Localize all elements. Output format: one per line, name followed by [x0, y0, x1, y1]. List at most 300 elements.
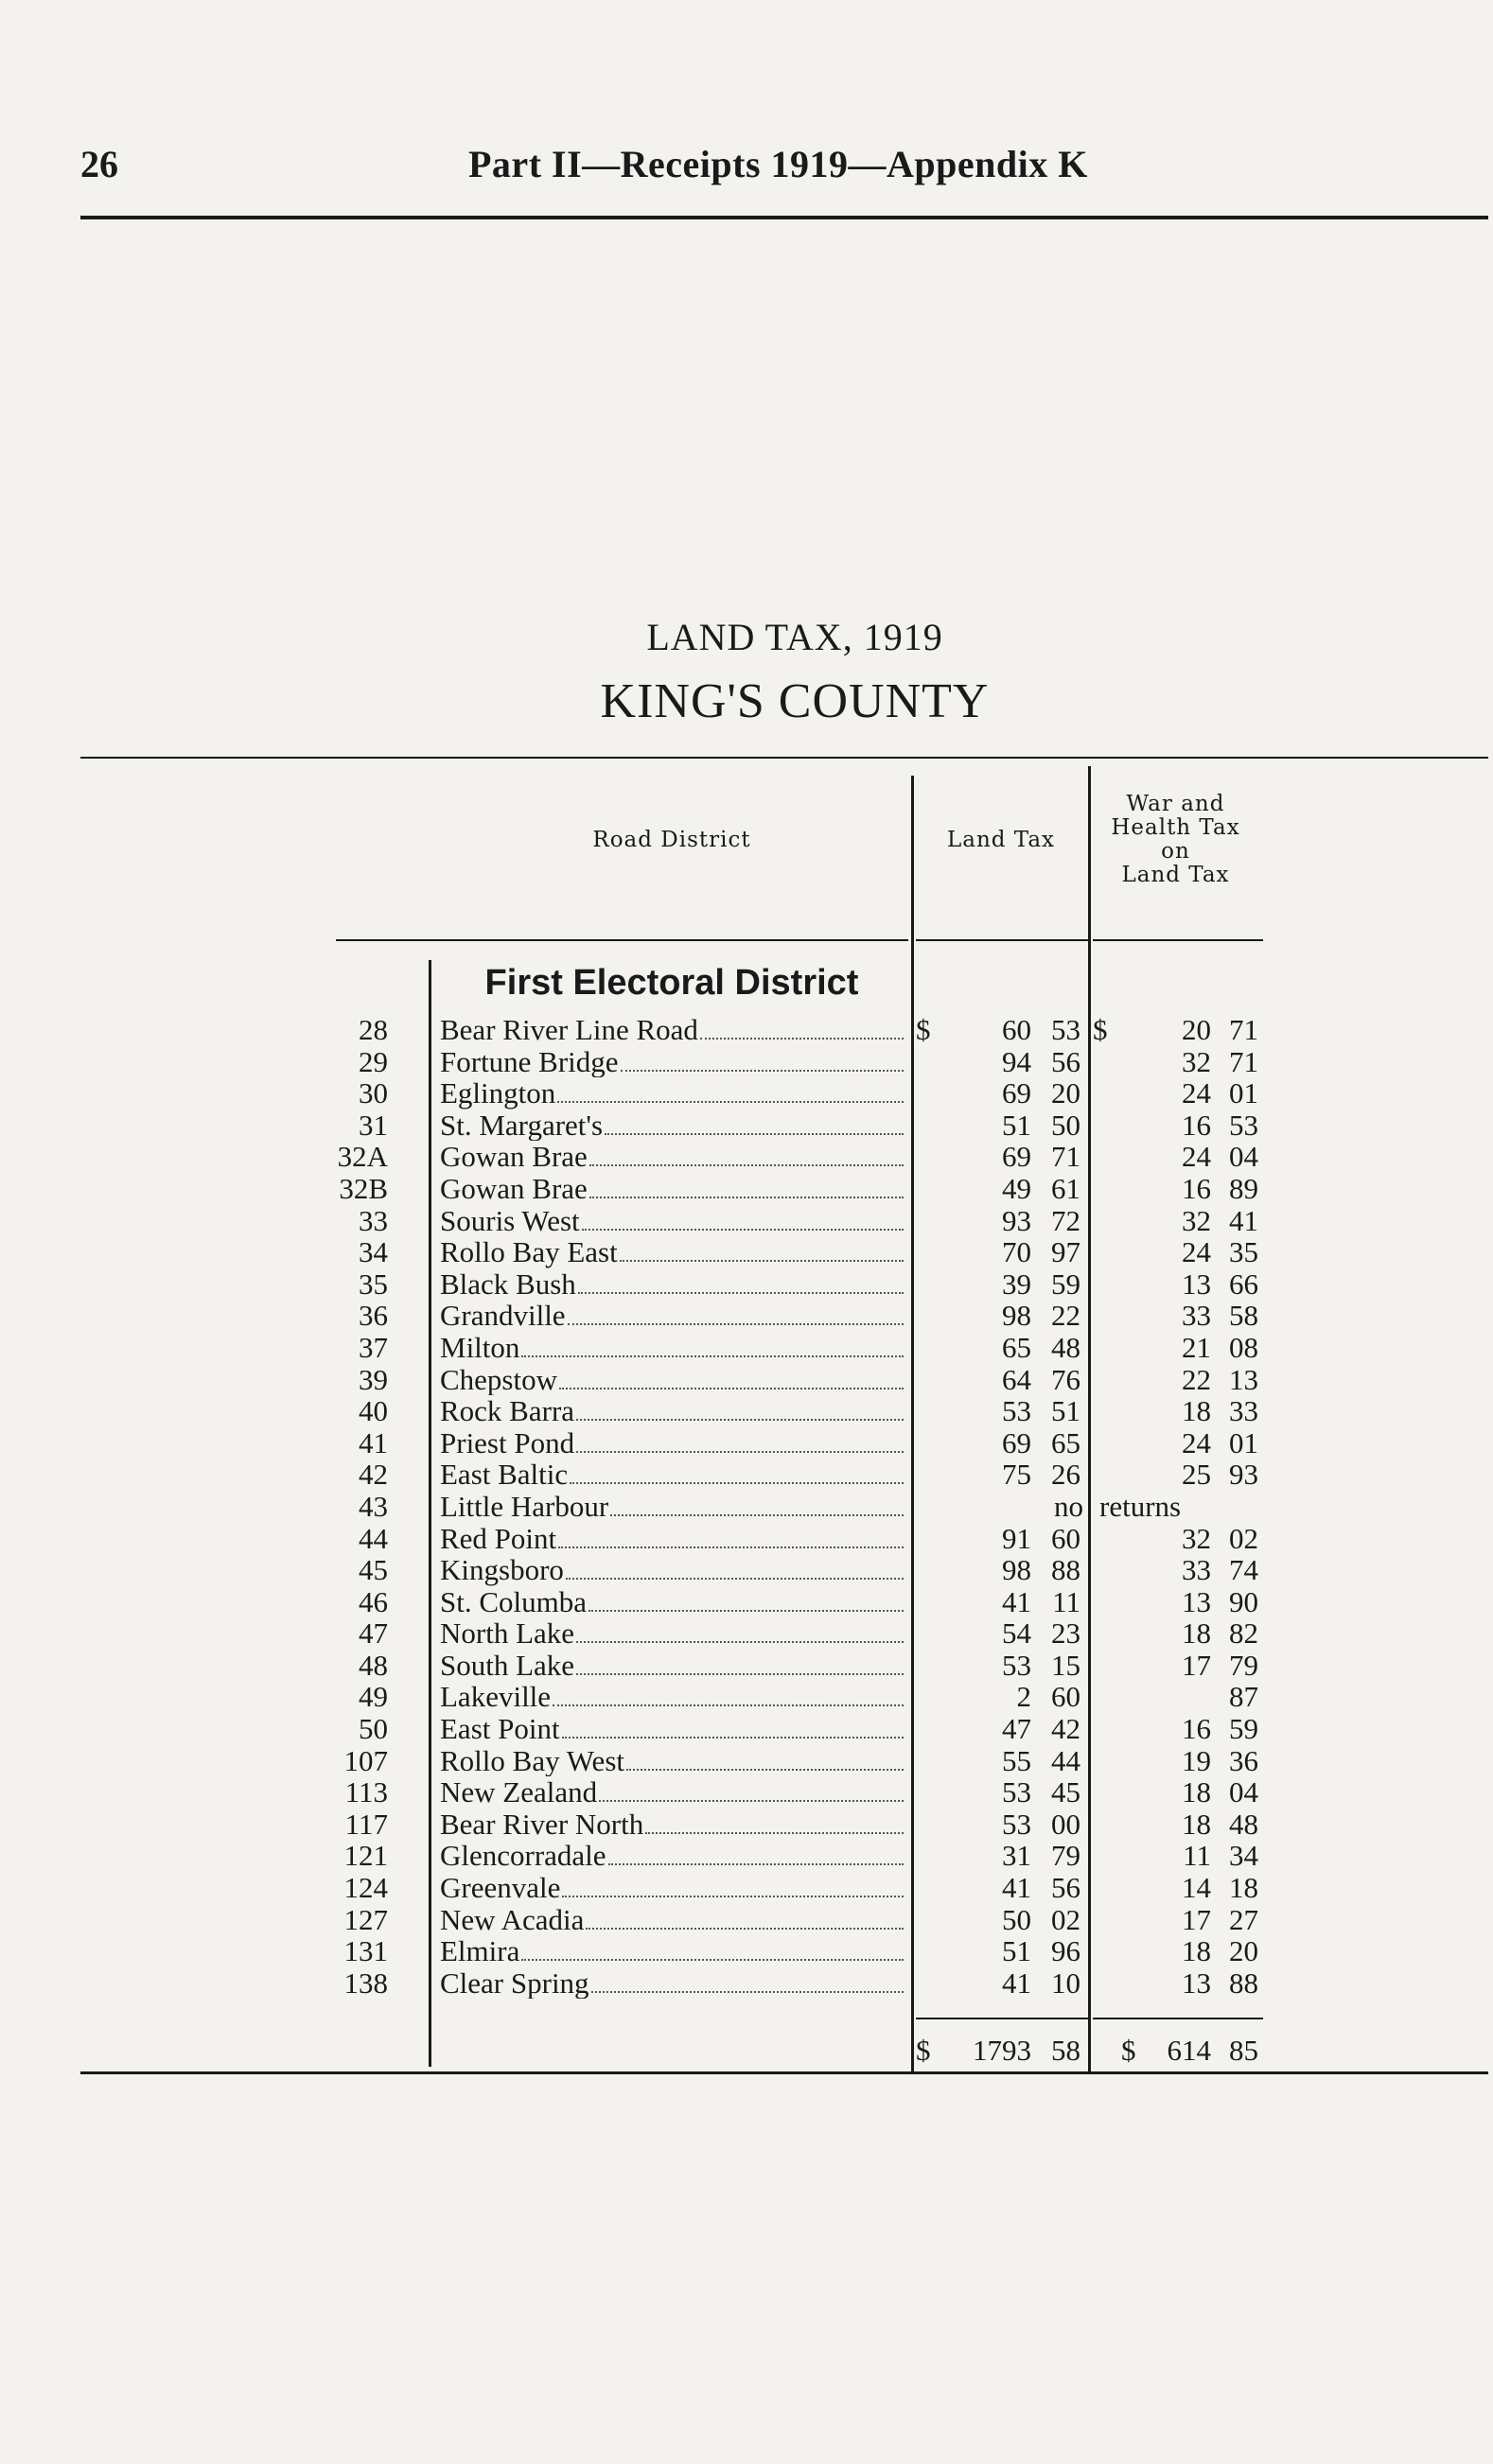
- table-row: [0, 1459, 1493, 1491]
- war-tax-cents: 74: [1229, 1553, 1258, 1587]
- road-district-name: Eglington: [440, 1077, 556, 1110]
- road-district-name: Rollo Bay East: [440, 1236, 618, 1268]
- war-tax-dollars: 24: [1182, 1076, 1211, 1110]
- road-district-number: 32B: [339, 1171, 388, 1205]
- war-tax-cents: 58: [1229, 1299, 1258, 1333]
- land-tax-dollars: 39: [1002, 1267, 1031, 1301]
- road-district-number: 124: [343, 1871, 388, 1905]
- road-district-name: New Acadia: [440, 1903, 585, 1936]
- road-district-name-cell: [440, 1014, 904, 1046]
- road-district-name-cell: [440, 1077, 904, 1110]
- war-tax-dollars: 22: [1182, 1362, 1211, 1396]
- dot-leader: [576, 1418, 904, 1421]
- dot-leader: [589, 1196, 904, 1198]
- road-district-name: Priest Pond: [440, 1426, 575, 1459]
- road-district-name: Grandville: [440, 1300, 566, 1332]
- road-district-number: 131: [343, 1934, 388, 1968]
- road-district-number: 34: [359, 1235, 388, 1269]
- dot-leader: [591, 1990, 904, 1993]
- road-district-name-cell: [440, 1046, 904, 1078]
- war-tax-cents: 90: [1229, 1584, 1258, 1618]
- road-district-number: 43: [359, 1489, 388, 1523]
- table-row: [0, 1141, 1493, 1173]
- war-tax-cents: 79: [1229, 1648, 1258, 1682]
- road-district-name-cell: [440, 1268, 904, 1301]
- war-tax-cents: 71: [1229, 1013, 1258, 1046]
- district-rows: [0, 1014, 1493, 1999]
- table-row: [0, 1491, 1493, 1523]
- road-district-number: 39: [359, 1362, 388, 1396]
- road-district-number: 50: [359, 1712, 388, 1746]
- road-district-number: 44: [359, 1521, 388, 1555]
- land-tax-dollars: 94: [1002, 1044, 1031, 1078]
- road-district-number: 121: [343, 1839, 388, 1873]
- road-district-name-cell: [440, 1427, 904, 1459]
- road-district-number: 45: [359, 1553, 388, 1587]
- table-row: [0, 1236, 1493, 1268]
- land-tax-dollars: 31: [1002, 1839, 1031, 1873]
- table-row: [0, 1554, 1493, 1586]
- road-district-name: South Lake: [440, 1649, 575, 1682]
- land-tax-cents: 44: [1051, 1743, 1080, 1777]
- war-tax-dollars: 21: [1182, 1330, 1211, 1364]
- road-district-name-cell: [440, 1713, 904, 1745]
- header-underline: [336, 939, 908, 941]
- road-district-name-cell: [440, 1491, 904, 1523]
- road-district-name: Chepstow: [440, 1363, 557, 1396]
- road-district-name-cell: [440, 1745, 904, 1777]
- section-title: First Electoral District: [484, 963, 859, 1003]
- land-tax-cents: 61: [1051, 1171, 1080, 1205]
- land-tax-cents: 72: [1051, 1203, 1080, 1237]
- dot-leader: [621, 1069, 904, 1072]
- road-district-name: St. Columba: [440, 1585, 588, 1618]
- road-district-name: Lakeville: [440, 1681, 552, 1714]
- table-row: [0, 1650, 1493, 1682]
- road-district-number: 47: [359, 1616, 388, 1651]
- land-tax-cents: 15: [1051, 1648, 1080, 1682]
- land-tax-cents: 23: [1051, 1616, 1080, 1651]
- war-tax-dollars: 16: [1182, 1712, 1211, 1746]
- land-tax-cents: 42: [1051, 1712, 1080, 1746]
- land-tax-dollars: 93: [1002, 1203, 1031, 1237]
- war-tax-cents: 20: [1229, 1934, 1258, 1968]
- table-row: [0, 1872, 1493, 1904]
- land-tax-cents: 59: [1051, 1267, 1080, 1301]
- page-header: [80, 142, 1485, 199]
- table-row: [0, 1110, 1493, 1142]
- road-district-name: Fortune Bridge: [440, 1045, 619, 1078]
- war-tax-dollars: 18: [1182, 1934, 1211, 1968]
- road-district-number: 42: [359, 1458, 388, 1492]
- war-tax-cents: 04: [1229, 1775, 1258, 1809]
- war-health-tax-header: [1088, 793, 1263, 887]
- road-district-name-cell: [440, 1681, 904, 1713]
- dot-leader: [582, 1228, 904, 1231]
- road-district-number: 127: [343, 1902, 388, 1936]
- war-tax-dollars: 24: [1182, 1140, 1211, 1174]
- total-war-cents: 85: [1229, 2034, 1258, 2067]
- road-district-name-cell: [440, 1967, 904, 2000]
- war-tax-header-line: Land Tax: [1121, 863, 1230, 887]
- road-district-name-cell: [440, 1459, 904, 1491]
- war-tax-dollars: 17: [1182, 1902, 1211, 1936]
- road-district-name-cell: [440, 1554, 904, 1586]
- table-row: [0, 1427, 1493, 1459]
- war-tax-cents: 35: [1229, 1235, 1258, 1269]
- war-tax-dollars: 32: [1182, 1521, 1211, 1555]
- table-row: [0, 1776, 1493, 1809]
- road-district-number: 41: [359, 1425, 388, 1459]
- road-district-number: 49: [359, 1680, 388, 1714]
- land-tax-dollars: 75: [1002, 1458, 1031, 1492]
- total-row: [0, 2032, 1493, 2070]
- dot-leader: [645, 1831, 904, 1834]
- land-tax-cents: 60: [1051, 1680, 1080, 1714]
- road-district-name-cell: [440, 1776, 904, 1809]
- road-district-number: 29: [359, 1044, 388, 1078]
- road-district-name-cell: [440, 1904, 904, 1936]
- road-district-number: 37: [359, 1330, 388, 1364]
- road-district-number: 28: [359, 1013, 388, 1046]
- land-tax-dollars: 41: [1002, 1966, 1031, 2000]
- dot-leader: [599, 1799, 904, 1802]
- road-district-number: 117: [344, 1807, 388, 1841]
- war-tax-cents: 04: [1229, 1140, 1258, 1174]
- table-row: [0, 1364, 1493, 1396]
- war-tax-dollars: 19: [1182, 1743, 1211, 1777]
- road-district-number: 40: [359, 1394, 388, 1428]
- land-tax-cents: 45: [1051, 1775, 1080, 1809]
- land-tax-cents: 71: [1051, 1140, 1080, 1174]
- road-district-number: 32A: [337, 1140, 388, 1174]
- war-tax-cents: 13: [1229, 1362, 1258, 1396]
- table-top-rule: [80, 757, 1488, 759]
- road-district-name: Black Bush: [440, 1267, 576, 1301]
- land-tax-cents: 79: [1051, 1839, 1080, 1873]
- land-tax-cents: 96: [1051, 1934, 1080, 1968]
- dot-leader: [557, 1100, 904, 1103]
- road-district-name: Gowan Brae: [440, 1141, 588, 1173]
- land-tax-cents: 88: [1051, 1553, 1080, 1587]
- land-tax-cents: 22: [1051, 1299, 1080, 1333]
- road-district-name-cell: [440, 1364, 904, 1396]
- land-tax-dollars: 65: [1002, 1330, 1031, 1364]
- road-district-number: 36: [359, 1299, 388, 1333]
- war-tax-dollar-sign: $: [1093, 1013, 1108, 1046]
- road-district-name-cell: [440, 1236, 904, 1268]
- dot-leader: [588, 1609, 904, 1612]
- no-returns-note: no: [1054, 1489, 1083, 1523]
- road-district-name-cell: [440, 1617, 904, 1650]
- road-district-name-cell: [440, 1110, 904, 1142]
- dot-leader: [521, 1354, 904, 1357]
- land-tax-cents: 97: [1051, 1235, 1080, 1269]
- dot-leader: [608, 1862, 904, 1865]
- war-tax-cents: 88: [1229, 1966, 1258, 2000]
- dot-leader: [586, 1927, 904, 1930]
- table-row: [0, 1713, 1493, 1745]
- war-tax-cents: 66: [1229, 1267, 1258, 1301]
- war-tax-cents: 71: [1229, 1044, 1258, 1078]
- land-tax-dollars: 51: [1002, 1108, 1031, 1142]
- war-tax-dollars: 24: [1182, 1235, 1211, 1269]
- road-district-header: Road District: [592, 828, 751, 852]
- dot-leader: [576, 1672, 904, 1675]
- dot-leader: [568, 1322, 904, 1325]
- land-tax-cents: 56: [1051, 1044, 1080, 1078]
- land-tax-dollars: 53: [1002, 1775, 1031, 1809]
- road-district-name-cell: [440, 1205, 904, 1237]
- header-underline: [916, 939, 1088, 941]
- table-bottom-rule: [80, 2071, 1488, 2074]
- total-war-dollar-sign: $: [1121, 2034, 1136, 2067]
- war-tax-dollars: 18: [1182, 1616, 1211, 1651]
- land-tax-dollars: 53: [1002, 1394, 1031, 1428]
- land-tax-dollars: 41: [1002, 1871, 1031, 1905]
- total-land-dollars: 1793: [973, 2034, 1031, 2067]
- dot-leader: [558, 1546, 904, 1548]
- total-land-dollar-sign: $: [916, 2034, 931, 2067]
- dot-leader: [559, 1387, 904, 1389]
- road-district-name: St. Margaret's: [440, 1109, 604, 1142]
- war-tax-cents: 82: [1229, 1616, 1258, 1651]
- land-tax-dollars: 50: [1002, 1902, 1031, 1936]
- war-tax-dollars: 33: [1182, 1299, 1211, 1333]
- war-tax-dollars: 14: [1182, 1871, 1211, 1905]
- war-tax-dollars: 16: [1182, 1108, 1211, 1142]
- table-row: [0, 1014, 1493, 1046]
- war-tax-dollars: 18: [1182, 1807, 1211, 1841]
- road-district-name-cell: [440, 1872, 904, 1904]
- war-tax-dollars: 33: [1182, 1553, 1211, 1587]
- no-returns-note: returns: [1099, 1489, 1182, 1523]
- war-tax-header-line: War and: [1126, 792, 1225, 816]
- road-district-name-cell: [440, 1173, 904, 1205]
- land-tax-header: Land Tax: [946, 828, 1056, 852]
- land-tax-cents: 76: [1051, 1362, 1080, 1396]
- land-tax-dollars: 70: [1002, 1235, 1031, 1269]
- table-row: [0, 1840, 1493, 1872]
- dot-leader: [566, 1577, 904, 1580]
- table-row: [0, 1395, 1493, 1427]
- total-war-dollars: 614: [1167, 2034, 1211, 2067]
- road-district-number: 33: [359, 1203, 388, 1237]
- dot-leader: [553, 1704, 904, 1706]
- land-tax-cents: 50: [1051, 1108, 1080, 1142]
- table-row: [0, 1332, 1493, 1364]
- war-tax-cents: 01: [1229, 1076, 1258, 1110]
- road-district-name: Kingsboro: [440, 1554, 564, 1586]
- land-tax-dollars: 91: [1002, 1521, 1031, 1555]
- land-tax-dollars: 55: [1002, 1743, 1031, 1777]
- dot-leader: [700, 1037, 904, 1040]
- road-district-name: Clear Spring: [440, 1966, 589, 2000]
- land-tax-dollars: 41: [1002, 1584, 1031, 1618]
- land-tax-dollars: 60: [1002, 1013, 1031, 1046]
- war-tax-cents: 59: [1229, 1712, 1258, 1746]
- war-tax-dollars: 13: [1182, 1267, 1211, 1301]
- war-tax-dollars: 24: [1182, 1425, 1211, 1459]
- road-district-number: 35: [359, 1267, 388, 1301]
- road-district-name: Elmira: [440, 1935, 520, 1967]
- table-row: [0, 1046, 1493, 1078]
- table-row: [0, 1077, 1493, 1110]
- land-tax-cents: 53: [1051, 1013, 1080, 1046]
- table-row: [0, 1523, 1493, 1555]
- dot-leader: [578, 1291, 904, 1294]
- dot-leader: [570, 1481, 904, 1484]
- road-district-name: East Baltic: [440, 1459, 569, 1491]
- land-tax-cents: 60: [1051, 1521, 1080, 1555]
- land-tax-dollars: 69: [1002, 1076, 1031, 1110]
- road-district-number: 138: [343, 1966, 388, 2000]
- road-district-name: New Zealand: [440, 1776, 598, 1809]
- road-district-number: 46: [359, 1584, 388, 1618]
- war-tax-cents: 33: [1229, 1394, 1258, 1428]
- road-district-name-cell: [440, 1935, 904, 1967]
- war-tax-header-line: on: [1161, 839, 1190, 864]
- table-row: [0, 1617, 1493, 1650]
- war-tax-cents: 36: [1229, 1743, 1258, 1777]
- dot-leader: [605, 1132, 904, 1135]
- road-district-name: Red Point: [440, 1522, 557, 1555]
- table-row: [0, 1205, 1493, 1237]
- road-district-name: Rock Barra: [440, 1395, 575, 1427]
- war-tax-header-line: Health Tax: [1111, 815, 1240, 840]
- road-district-name-cell: [440, 1300, 904, 1332]
- table-row: [0, 1586, 1493, 1618]
- road-district-name: Greenvale: [440, 1872, 561, 1904]
- dot-leader: [576, 1640, 904, 1643]
- table-row: [0, 1904, 1493, 1936]
- road-district-number: 30: [359, 1076, 388, 1110]
- land-tax-dollars: 2: [1016, 1680, 1031, 1714]
- war-tax-dollars: 18: [1182, 1394, 1211, 1428]
- header-rule: [80, 216, 1488, 219]
- road-district-name: Gowan Brae: [440, 1172, 588, 1205]
- land-tax-dollar-sign: $: [916, 1013, 931, 1046]
- land-tax-cents: 20: [1051, 1076, 1080, 1110]
- land-tax-dollars: 51: [1002, 1934, 1031, 1968]
- table-row: [0, 1681, 1493, 1713]
- land-tax-dollars: 47: [1002, 1712, 1031, 1746]
- land-tax-cents: 56: [1051, 1871, 1080, 1905]
- war-tax-cents: 87: [1229, 1680, 1258, 1714]
- dot-leader: [562, 1895, 904, 1897]
- land-tax-cents: 26: [1051, 1458, 1080, 1492]
- war-tax-cents: 41: [1229, 1203, 1258, 1237]
- war-tax-dollars: 20: [1182, 1013, 1211, 1046]
- road-district-name-cell: [440, 1523, 904, 1555]
- dot-leader: [610, 1513, 904, 1516]
- war-tax-cents: 18: [1229, 1871, 1258, 1905]
- war-tax-cents: 34: [1229, 1839, 1258, 1873]
- land-tax-cents: 02: [1051, 1902, 1080, 1936]
- dot-leader: [576, 1450, 904, 1453]
- road-district-name-cell: [440, 1809, 904, 1841]
- county-title: KING'S COUNTY: [600, 674, 990, 728]
- land-tax-dollars: 54: [1002, 1616, 1031, 1651]
- war-tax-cents: 48: [1229, 1807, 1258, 1841]
- road-district-name: Rollo Bay West: [440, 1744, 624, 1777]
- war-tax-cents: 01: [1229, 1425, 1258, 1459]
- road-district-name-cell: [440, 1395, 904, 1427]
- land-tax-dollars: 64: [1002, 1362, 1031, 1396]
- dot-leader: [626, 1768, 904, 1771]
- war-tax-dollars: 11: [1183, 1839, 1211, 1873]
- road-district-name-cell: [440, 1586, 904, 1618]
- land-tax-dollars: 69: [1002, 1140, 1031, 1174]
- table-row: [0, 1173, 1493, 1205]
- page-number: 26: [80, 143, 118, 185]
- road-district-name: Souris West: [440, 1204, 580, 1237]
- war-tax-dollars: 32: [1182, 1203, 1211, 1237]
- land-tax-cents: 51: [1051, 1394, 1080, 1428]
- table-row: [0, 1745, 1493, 1777]
- war-tax-cents: 27: [1229, 1902, 1258, 1936]
- road-district-name: North Lake: [440, 1617, 575, 1650]
- land-tax-dollars: 98: [1002, 1553, 1031, 1587]
- war-tax-dollars: 13: [1182, 1966, 1211, 2000]
- road-district-name: Milton: [440, 1331, 520, 1364]
- total-rule: [916, 2018, 1088, 2019]
- table-title: LAND TAX, 1919: [646, 616, 943, 658]
- road-district-number: 48: [359, 1648, 388, 1682]
- table-row: [0, 1967, 1493, 2000]
- road-district-name-cell: [440, 1332, 904, 1364]
- war-tax-cents: 02: [1229, 1521, 1258, 1555]
- land-tax-dollars: 53: [1002, 1648, 1031, 1682]
- road-district-name-cell: [440, 1650, 904, 1682]
- dot-leader: [562, 1736, 904, 1739]
- header-underline: [1093, 939, 1263, 941]
- land-tax-dollars: 53: [1002, 1807, 1031, 1841]
- road-district-number: 31: [359, 1108, 388, 1142]
- war-tax-cents: 53: [1229, 1108, 1258, 1142]
- road-district-name-cell: [440, 1840, 904, 1872]
- table-row: [0, 1268, 1493, 1301]
- table-row: [0, 1809, 1493, 1841]
- war-tax-dollars: 18: [1182, 1775, 1211, 1809]
- dot-leader: [620, 1259, 904, 1262]
- total-land-cents: 58: [1051, 2034, 1080, 2067]
- war-tax-cents: 93: [1229, 1458, 1258, 1492]
- road-district-number: 113: [344, 1775, 388, 1809]
- war-tax-dollars: 32: [1182, 1044, 1211, 1078]
- running-head: Part II—Receipts 1919—Appendix K: [468, 143, 1088, 185]
- war-tax-dollars: 16: [1182, 1171, 1211, 1205]
- dot-leader: [521, 1958, 904, 1961]
- war-tax-cents: 89: [1229, 1171, 1258, 1205]
- land-tax-cents: 48: [1051, 1330, 1080, 1364]
- war-tax-dollars: 25: [1182, 1458, 1211, 1492]
- road-district-name: Bear River North: [440, 1808, 644, 1841]
- land-tax-cents: 11: [1052, 1584, 1080, 1618]
- road-district-name: Bear River Line Road: [440, 1014, 698, 1046]
- table-row: [0, 1935, 1493, 1967]
- road-district-name-cell: [440, 1141, 904, 1173]
- war-tax-dollars: 17: [1182, 1648, 1211, 1682]
- table-row: [0, 1300, 1493, 1332]
- land-tax-cents: 10: [1051, 1966, 1080, 2000]
- total-rule: [1093, 2018, 1263, 2019]
- road-district-name: Little Harbour: [440, 1490, 609, 1523]
- land-tax-cents: 00: [1051, 1807, 1080, 1841]
- road-district-name: East Point: [440, 1713, 560, 1745]
- war-tax-cents: 08: [1229, 1330, 1258, 1364]
- road-district-name: Glencorradale: [440, 1840, 606, 1873]
